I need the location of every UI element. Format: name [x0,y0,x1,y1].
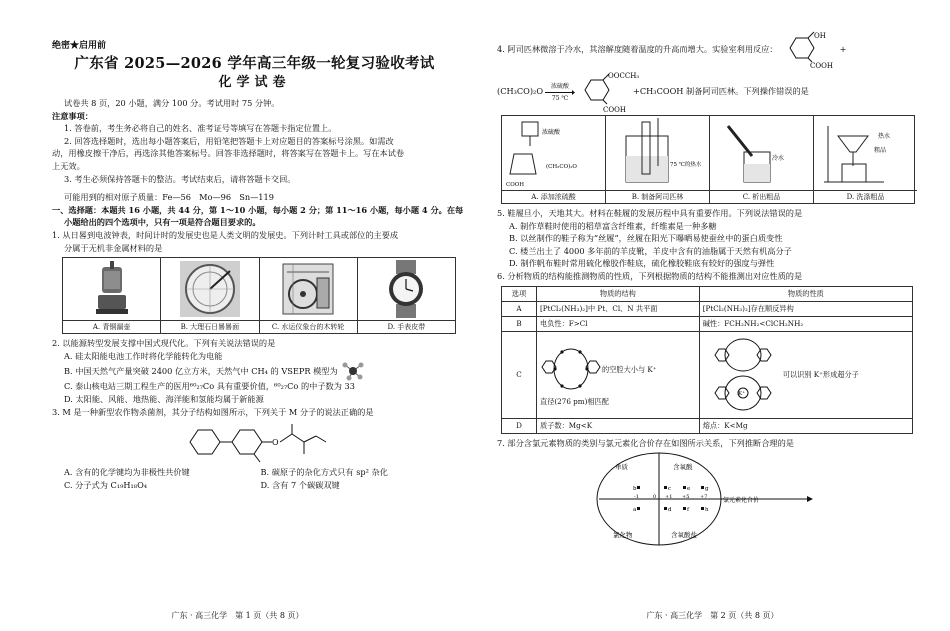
point-b [633,486,640,492]
question-2-option-d: D. 太阳能、风能、地热能、海洋能和氢能均属于新能源 [64,393,264,404]
point-e [683,486,690,492]
point-a [633,507,640,513]
question-4-stem-cont: +CH₃COOH 制备阿司匹林。下列操作错误的是 [633,85,809,96]
table-cell: C [502,331,537,418]
apparatus-label: 浓硫酸 [542,129,561,136]
exam-title: 广东省 2025—2026 学年高三年级一轮复习验收考试 [74,55,435,72]
point-c [664,486,671,492]
aspirin-structure [577,70,640,114]
cooh-label: COOH [603,106,626,114]
question-2-option-b: B. 中国天然气产量突破 2400 亿立方米，天然气中 CH₄ 的 VSEPR 模型为 [64,366,338,377]
table-cell: 熔点：K<Mg [699,418,912,433]
marble-sundial-image [161,258,258,320]
diagram-label: 氯化物 [612,531,632,540]
page-footer: 广东 · 高三化学 第 1 页（共 8 页） [171,611,304,620]
reaction-temperature: 75 ℃ [551,94,569,102]
figure-caption: B. 大理石日晷晷面 [161,320,258,333]
question-5-option-b: B. 以丝制作的鞋子称为“丝履”，丝履在阳光下曝晒易使蚕丝中的蛋白质变性 [509,233,783,244]
question-1-stem-cont: 分属于无机非金属材料的是 [64,242,163,253]
table-cell: 电负性：F>Cl [537,316,700,331]
water-clock-tower-image [260,258,357,320]
apparatus-label: 75 ℃的热水 [670,162,702,168]
secret-label: 绝密★启用前 [52,41,107,51]
crown-ether-text-2: 直径(276 pm)相匹配 [540,396,609,406]
page-footer: 广东 · 高三化学 第 2 页（共 8 页） [646,611,779,620]
question-3-options [52,466,457,491]
tick-label: +1 [664,494,672,501]
bronze-clepsydra-image [63,258,160,320]
chlorine-valence-diagram [579,449,839,547]
svg-text:h: h [704,507,709,514]
table-header-row [502,286,913,301]
question-3-stem: 3. M 是一种新型农作物杀菌剂，其分子结构如图所示，下列关于 M 分子的说法正确的是 [52,406,374,417]
apparatus-label: (CH₃CO)₂O [546,164,577,170]
table-header-cell: 选项 [502,286,537,301]
exam-intro: 试卷共 8 页，20 小题，满分 100 分。考试用时 75 分钟。 [64,98,280,108]
wristwatch-image [358,258,455,320]
question-4-apparatus [501,115,915,204]
notice-line: 上无效。 [52,160,85,171]
tick-label: +7 [699,494,707,501]
crown-ether-k-complex [703,335,783,415]
point-f [683,507,690,513]
apparatus-caption: B. 制备阿司匹林 [606,190,709,203]
table-cell: 质子数：Mg<K [537,418,700,433]
table-cell-crown-ether [537,331,700,418]
question-5-stem: 5. 鞋履旦小，天地其大。材料在鞋履的发展历程中具有重要作用。下列说法错误的是 [497,208,803,218]
apparatus-caption: D. 洗涤粗品 [814,190,917,203]
figure-option-b [161,258,259,333]
reaction-arrow [545,81,575,102]
figure-option-d [358,258,455,333]
svg-text:g: g [704,486,709,493]
question-2-option-b-row [52,362,457,380]
table-cell: 碱性：FCH₂NH₂<ClCH₂NH₂ [699,316,912,331]
apparatus-a [502,116,606,203]
reaction-catalyst: 浓硫酸 [551,82,570,90]
svg-text:c: c [667,486,671,493]
point-d [664,507,672,513]
notice-line: 1. 答卷前，考生务必将自己的姓名、准考证号等填写在答题卡指定位置上。 [64,123,337,134]
crown-ether-text: 的空腔大小与 K⁺ [602,364,657,374]
svg-text:d: d [667,507,672,514]
apparatus-caption: A. 添加浓硫酸 [502,190,605,203]
figure-option-c [260,258,358,333]
axis-label: 氯元素化合价 [722,497,759,505]
svg-text:a: a [632,507,636,514]
question-2-stem: 2. 以能源转型发展支撑中国式现代化。下列有关说法错误的是 [52,338,276,349]
table-row [502,301,913,316]
question-1-stem: 1. 从日晷到电波钟表，时间计时的发展史也是人类文明的发展史。下列计时工具或部位的主要成 [52,229,399,240]
molecule-m-structure [52,420,457,464]
potassium-ion-label: K⁺ [737,390,745,397]
vsepr-model-icon [340,362,366,380]
preparing-aspirin-image [606,116,709,190]
salicylic-acid-structure [780,30,836,68]
figure-caption: C. 水运仪象台的木转轮 [260,320,357,333]
question-5-option-c: C. 楼兰出土了 4000 多年前的羊皮靴，羊皮中含有的油脂属于天然有机高分子 [509,245,792,256]
question-5-option-d: D. 制作帆布鞋时常用硫化橡胶作鞋底，硫化橡胶鞋底有较好的强度与弹性 [509,258,775,269]
question-6-table [501,286,913,434]
figure-option-a [63,258,161,333]
crude-precipitation-image [710,116,813,190]
question-4-stem: 4. 阿司匹林微溶于冷水，其溶解度随着温度的升高而增大。实验室利用反应： [497,43,778,54]
svg-text:e: e [686,486,690,493]
table-cell: A [502,301,537,316]
svg-text:b: b [632,486,637,493]
table-row [502,316,913,331]
cooh-label: COOH [809,62,833,70]
apparatus-label: 热水 [878,133,891,140]
crown-ether-structure [540,343,602,397]
svg-text:COOH: COOH [506,182,525,188]
question-2-option-a: A. 硅太阳能电池工作时将化学能转化为电能 [64,350,223,361]
supramolecule-text: 可以识别 K⁺形成超分子 [782,369,859,379]
question-1-figures [62,257,456,334]
question-3-option-a: A. 含有的化学键均为非极性共价键 [64,467,190,478]
notice-line: 2. 回答选择题时，选出每小题答案后，用铅笔把答题卡上对应题目的答案标号涂黑。如需改 [64,135,394,146]
question-3-option-b: B. 碳原子的杂化方式只有 sp² 杂化 [260,467,388,478]
apparatus-c [710,116,814,203]
adding-sulfuric-acid-image [502,116,605,190]
svg-text:f: f [686,507,689,514]
question-6-stem: 6. 分析物质的结构能推测物质的性质，下列根据物质的结构不能推测出对应性质的是 [497,270,803,281]
figure-caption: D. 手表皮带 [358,320,455,333]
washing-crude-image [814,116,917,190]
question-5-option-a: A. 制作草鞋时使用的稻草富含纤维素，纤维素是一种多糖 [509,220,717,231]
question-2-option-c: C. 泰山核电站三期工程生产的医用⁶⁰₂₇Co 具有重要价值，⁶⁰₂₇Co 的中子数为 33 [64,381,355,392]
figure-caption: A. 青铜漏壶 [63,320,160,333]
point-h [701,507,709,513]
table-row [502,418,913,433]
table-row [502,331,913,418]
apparatus-caption: C. 析出粗品 [710,190,813,203]
notice-line: 3. 考生必须保持答题卡的整洁。考试结束后，请将答题卡交回。 [64,173,296,184]
page-2 [475,0,950,631]
question-3-option-d: D. 含有 7 个碳碳双键 [260,479,340,490]
oh-label: OH [813,32,826,40]
question-7-diagram-wrap [497,449,920,547]
tick-label: 0 [652,494,656,501]
apparatus-d [814,116,917,203]
tick-label: +5 [681,494,689,501]
point-g [701,486,709,492]
acetic-anhydride: (CH₃CO)₂O [497,85,544,96]
section-heading-cont: 小题给出的四个选项中，只有一项是符合题目要求的。 [64,217,261,228]
tick-label: -1 [633,494,639,501]
table-cell: B [502,316,537,331]
section-heading: 一、选择题：本题共 16 小题，共 44 分，第 1～10 小题，每小题 2 分；第 11～16 小题，每小题 4 分。在每 [52,204,464,215]
apparatus-label: 粗品 [874,147,887,154]
oocch3-label: OOCCH₃ [608,72,640,80]
apparatus-label: 冷水 [772,155,785,162]
table-cell: [PtCl₂(NH₃)₂]存在顺反异构 [699,301,912,316]
table-cell: [PtCl₂(NH₃)₂]中 Pt、Cl、N 共平面 [537,301,700,316]
diagram-label: 含氧酸盐 [670,531,697,540]
notice-heading: 注意事项： [52,110,93,121]
svg-text:O: O [271,438,279,448]
question-4-stem-row: 4. 阿司匹林微溶于冷水，其溶解度随着温度的升高而增大。实验室利用反应： OH COOH + [497,32,847,70]
apparatus-b [606,116,710,203]
question-3-option-c: C. 分子式为 C₁₉H₁₈O₄ [64,479,148,490]
exam-subtitle: 化学试卷 [218,75,291,90]
notice-line: 动，用橡皮擦干净后，再选涂其他答案标号。回答非选择题时，将答案写在答题卡上。写在本试卷 [52,148,405,159]
diagram-label: 含氧酸 [672,463,692,472]
atomic-masses: 可能用到的相对原子质量：Fe—56 Mo—96 Sn—119 [64,192,274,203]
table-header-cell: 物质的性质 [699,286,912,301]
question-4-reaction [497,70,920,112]
question-7-stem: 7. 部分含氯元素物质的类别与氯元素化合价存在如图所示关系，下列推断合理的是 [497,437,794,448]
table-cell: D [502,418,537,433]
table-header-cell: 物质的结构 [537,286,700,301]
diagram-label: 单质 [614,463,628,472]
table-cell-supramolecule [699,331,912,418]
